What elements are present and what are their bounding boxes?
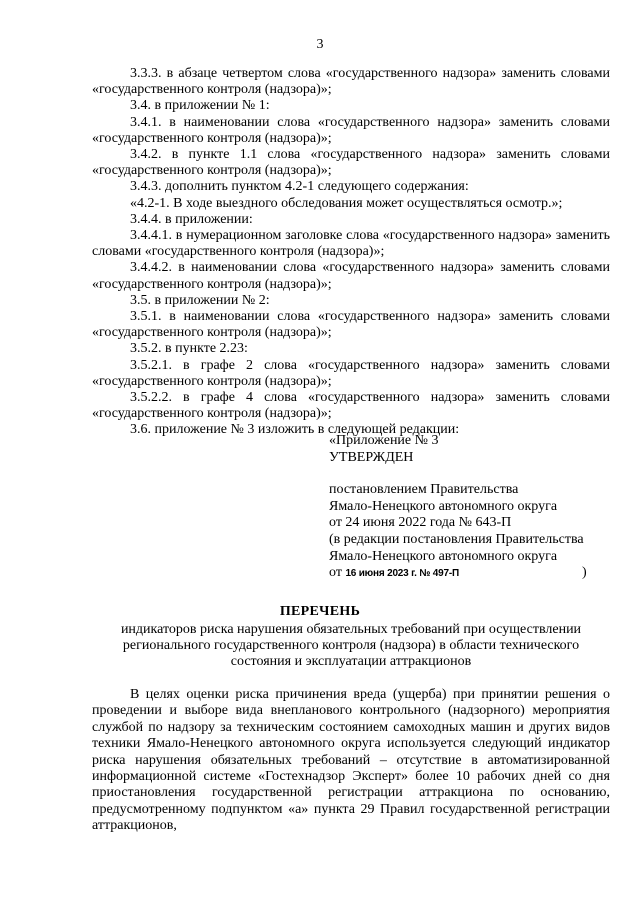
paragraph: 3.4.2. в пункте 1.1 слова «государственного надзора» заменить словами «государственного контроля (надзора)»; [92,147,610,179]
paragraph: 3.4.1. в наименовании слова «государственного надзора» заменить словами «государственного контроля (надзора)»; [92,114,610,146]
main-paragraph: В целях оценки риска причинения вреда (ущерба) при принятии решения о проведении и выборе вида внепланового контрольного (надзорного) мероприятия службой по надзору за техническим состоянием самоходных машин и других видов техники Ямало-Ненецкого автономного округа используется следующий индикатор риска нарушения обязательных требований – отсутствие в автоматизированной информационной системе «Гостехнадзор Эксперт» более 10 рабочих дней со дня приостановления государственной регистрации аттракциона по основанию, предусмотренному подпунктом «а» пункта 29 Правил государственной регистрации аттракционов, [92,687,610,834]
approval-text: (в редакции постановления Правительства [329,531,584,547]
paragraph: 3.5.2. в пункте 2.23: [130,341,248,357]
decree-stamp: 16 июня 2023 г. № 497-П [345,568,459,580]
paragraph: 3.4. в приложении № 1: [130,98,270,114]
closing-paren: ) [582,565,587,581]
paragraph: 3.5. в приложении № 2: [130,292,270,308]
approved-label: УТВЕРЖДЕН [329,449,414,465]
decree-prefix: от [329,565,342,581]
approval-text: постановлением Правительства [329,482,519,498]
document-subtitle: индикаторов риска нарушения обязательных требований при осуществлении регионального государственного контроля (надзора) в области технического состояния и эксплуатации аттракционов [120,622,582,670]
paragraph: 3.5.2.1. в графе 2 слова «государственного надзора» заменить словами «государственного контроля (надзора)»; [92,357,610,389]
amendments-list [92,66,610,439]
paragraph: 3.5.1. в наименовании слова «государственного надзора» заменить словами «государственного контроля (надзора)»; [92,309,610,341]
approval-text: Ямало-Ненецкого автономного округа [329,548,558,564]
paragraph: 3.3.3. в абзаце четвертом слова «государственного надзора» заменить словами «государственного контроля (надзора)»; [92,66,610,98]
paragraph: 3.4.3. дополнить пунктом 4.2-1 следующего содержания: [130,179,469,195]
appendix-label: «Приложение № 3 [329,433,439,448]
page-number: 3 [316,37,324,52]
paragraph: 3.6. приложение № 3 изложить в следующей редакции: [130,422,460,438]
paragraph: 3.5.2.2. в графе 4 слова «государственного надзора» заменить словами «государственного контроля (надзора)»; [92,390,610,422]
paragraph: 3.4.4. в приложении: [130,211,253,227]
paragraph: 3.4.4.1. в нумерационном заголовке слова «государственного надзора» заменить словами «государственного контроля (надзора)»; [92,228,610,260]
paragraph: 3.4.4.2. в наименовании слова «государственного надзора» заменить словами «государственного контроля (надзора)»; [92,260,610,292]
decree-line [329,565,629,583]
approval-text: Ямало-Ненецкого автономного округа [329,498,558,514]
approval-block [329,433,629,583]
paragraph: «4.2-1. В ходе выездного обследования может осуществляться осмотр.»; [130,195,563,211]
document-title: ПЕРЕЧЕНЬ [279,604,361,619]
approval-date: от 24 июня 2022 года № 643-П [329,515,512,531]
